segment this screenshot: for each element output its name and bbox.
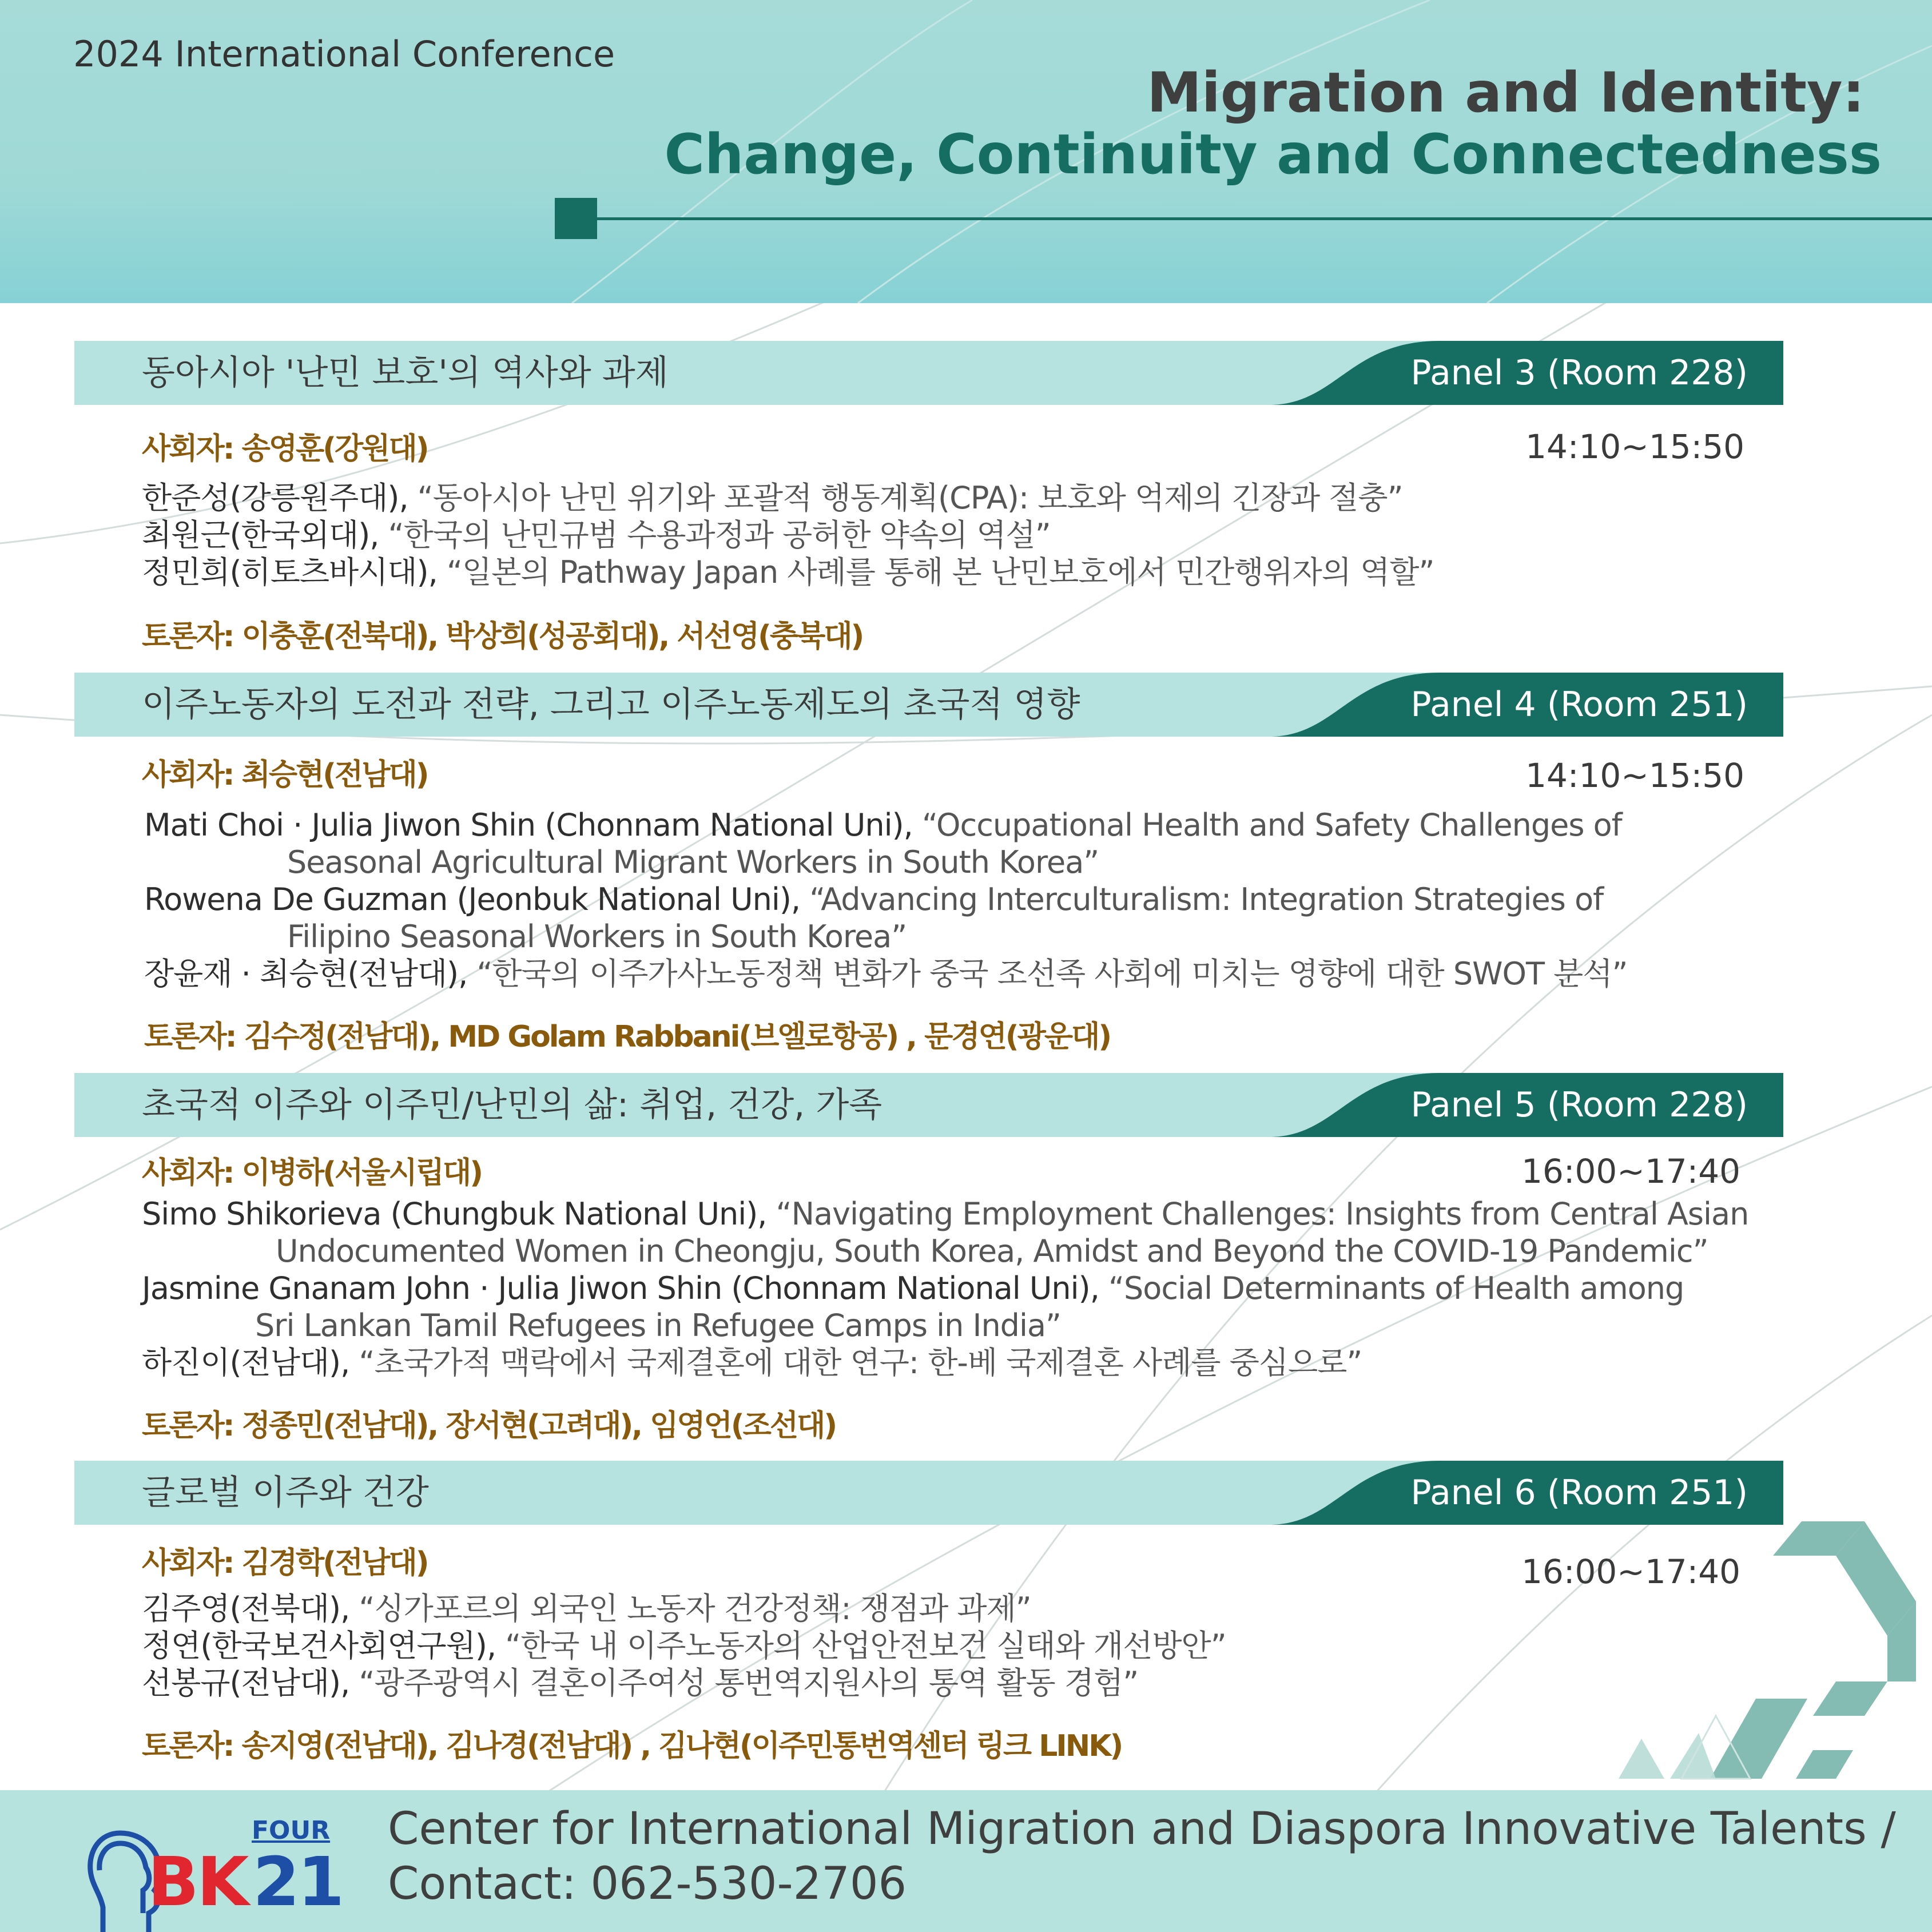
panel-5-title: 초국적 이주와 이주민/난민의 삶: 취업, 건강, 가족 (142, 1085, 882, 1125)
panel-6-time: 16:00~17:40 (1521, 1552, 1740, 1591)
panel-4-title: 이주노동자의 도전과 전략, 그리고 이주노동제도의 초국적 영향 (142, 685, 1080, 725)
presenter: Simo Shikorieva (Chungbuk National Uni), (142, 1196, 767, 1232)
panel-4-moderator: 사회자: 최승현(전남대) (142, 758, 428, 792)
panel-4-bar (74, 673, 1783, 737)
panel-4-label: Panel 4 (Room 251) (1410, 685, 1748, 725)
presentation-item (142, 1627, 1226, 1664)
paper-title-cont: Sri Lankan Tamil Refugees in Refugee Camps in India” (255, 1307, 1062, 1343)
panel-6-label: Panel 6 (Room 251) (1410, 1473, 1748, 1513)
presentation-item (142, 1344, 1748, 1381)
presenter: Jasmine Gnanam John · Julia Jiwon Shin (Chonnam National Uni), (142, 1270, 1099, 1306)
main-title-line1: Migration and Identity: (1147, 61, 1865, 125)
panel-6-presentations (142, 1590, 1226, 1702)
presenter: 장윤재 · 최승현(전남대), (144, 956, 468, 992)
paper-title: “Social Determinants of Health among (1108, 1270, 1684, 1306)
paper-title: “한국의 이주가사노동정책 변화가 중국 조선족 사회에 미치는 영향에 대한 SWOT 분석” (476, 956, 1628, 992)
panel-4-time: 14:10~15:50 (1525, 756, 1744, 795)
panel-6-moderator: 사회자: 김경학(전남대) (142, 1546, 428, 1580)
panel-5-presentations (142, 1195, 1748, 1381)
panel-3-time: 14:10~15:50 (1525, 427, 1744, 466)
footer (0, 1790, 1932, 1932)
presenter: Rowena De Guzman (Jeonbuk National Uni), (144, 881, 801, 917)
panel-3-bar (74, 341, 1783, 405)
panel-3-moderator: 사회자: 송영훈(강원대) (142, 432, 428, 466)
main-title (665, 62, 1882, 185)
presentation-item (142, 1590, 1226, 1627)
paper-title: “Occupational Health and Safety Challenges of (922, 807, 1622, 843)
paper-title: “광주광역시 결혼이주여성 통번역지원사의 통역 활동 경험” (359, 1665, 1139, 1701)
paper-title: “Advancing Interculturalism: Integration Strategies of (809, 881, 1604, 917)
logo-bk: BK (148, 1842, 247, 1921)
footer-center-name: Center for International Migration and Diaspora Innovative Talents / (388, 1803, 1896, 1855)
decorative-line (595, 217, 1932, 220)
header-banner (0, 0, 1932, 303)
panel-3-presentations (142, 479, 1434, 591)
panel-3-title: 동아시아 '난민 보호'의 역사와 과제 (142, 353, 669, 393)
panel-6-title: 글로벌 이주와 건강 (142, 1473, 429, 1513)
main-title-line2: Change, Continuity and Connectedness (664, 122, 1882, 186)
paper-title-cont: Undocumented Women in Cheongju, South Korea, Amidst and Beyond the COVID-19 Pandemic” (276, 1233, 1708, 1269)
presentation-item (142, 1195, 1748, 1270)
panel-4-discussants: 토론자: 김수정(전남대), MD Golam Rabbani(브엘로항공) , 문경연(광운대) (144, 1020, 1111, 1054)
presentation-item (142, 479, 1434, 516)
paper-title: “한국 내 이주노동자의 산업안전보건 실태와 개선방안” (505, 1628, 1226, 1664)
panel-5-label: Panel 5 (Room 228) (1410, 1085, 1748, 1125)
panel-4-presentations (144, 806, 1627, 992)
presentation-item (142, 1270, 1748, 1344)
paper-title-cont: Seasonal Agricultural Migrant Workers in South Korea” (287, 844, 1099, 880)
presenter: 정연(한국보건사회연구원), (142, 1628, 496, 1664)
presentation-item (142, 1664, 1226, 1702)
presenter: 선봉규(전남대), (142, 1665, 350, 1701)
panel-5-time: 16:00~17:40 (1521, 1152, 1740, 1191)
presenter: 한준성(강릉원주대), (142, 480, 408, 516)
panel-5-tab (1269, 1073, 1783, 1137)
panel-5-moderator: 사회자: 이병하(서울시립대) (142, 1156, 482, 1190)
panel-3-tab (1269, 341, 1783, 405)
panel-4-tab (1269, 673, 1783, 737)
paper-title: “동아시아 난민 위기와 포괄적 행동계획(CPA): 보호와 억제의 긴장과 절충” (417, 480, 1403, 516)
panel-3-discussants: 토론자: 이충훈(전북대), 박상희(성공회대), 서선영(충북대) (142, 619, 863, 654)
presenter: 김주영(전북대), (142, 1591, 350, 1627)
decorative-square (555, 198, 597, 239)
paper-title: “Navigating Employment Challenges: Insights from Central Asian (776, 1196, 1749, 1232)
footer-text (388, 1802, 1896, 1911)
presentation-item (142, 516, 1434, 554)
presenter: 하진이(전남대), (142, 1345, 350, 1381)
presentation-item (144, 955, 1627, 992)
paper-title: “싱가포르의 외국인 노동자 건강정책: 쟁점과 과제” (359, 1591, 1031, 1627)
conference-label: 2024 International Conference (73, 33, 615, 75)
paper-title: “초국가적 맥락에서 국제결혼에 대한 연구: 한-베 국제결혼 사례를 중심으로” (359, 1345, 1362, 1381)
presenter: Mati Choi · Julia Jiwon Shin (Chonnam National Uni), (144, 807, 913, 843)
paper-title-cont: Filipino Seasonal Workers in South Korea” (287, 919, 907, 955)
bk21-logo (86, 1816, 343, 1930)
paper-title: “일본의 Pathway Japan 사례를 통해 본 난민보호에서 민간행위자의 역할” (446, 554, 1434, 590)
panel-6-discussants: 토론자: 송지영(전남대), 김나경(전남대) , 김나현(이주민통번역센터 링크 LINK) (142, 1729, 1122, 1763)
presentation-item (144, 881, 1627, 955)
presentation-item (142, 554, 1434, 591)
panel-5-bar (74, 1073, 1783, 1137)
presenter: 최원근(한국외대), (142, 517, 379, 553)
logo-four: FOUR (252, 1816, 331, 1845)
panel-3-label: Panel 3 (Room 228) (1410, 353, 1748, 393)
logo-21: 21 (253, 1842, 343, 1921)
panel-5-discussants: 토론자: 정종민(전남대), 장서현(고려대), 임영언(조선대) (142, 1409, 836, 1443)
presenter: 정민희(히토츠바시대), (142, 554, 438, 590)
panel-6-bar (74, 1461, 1783, 1525)
footer-contact: Contact: 062-530-2706 (388, 1858, 907, 1910)
geometric-decoration (1567, 1510, 1932, 1790)
presentation-item (144, 806, 1627, 881)
paper-title: “한국의 난민규범 수용과정과 공허한 약속의 역설” (388, 517, 1051, 553)
